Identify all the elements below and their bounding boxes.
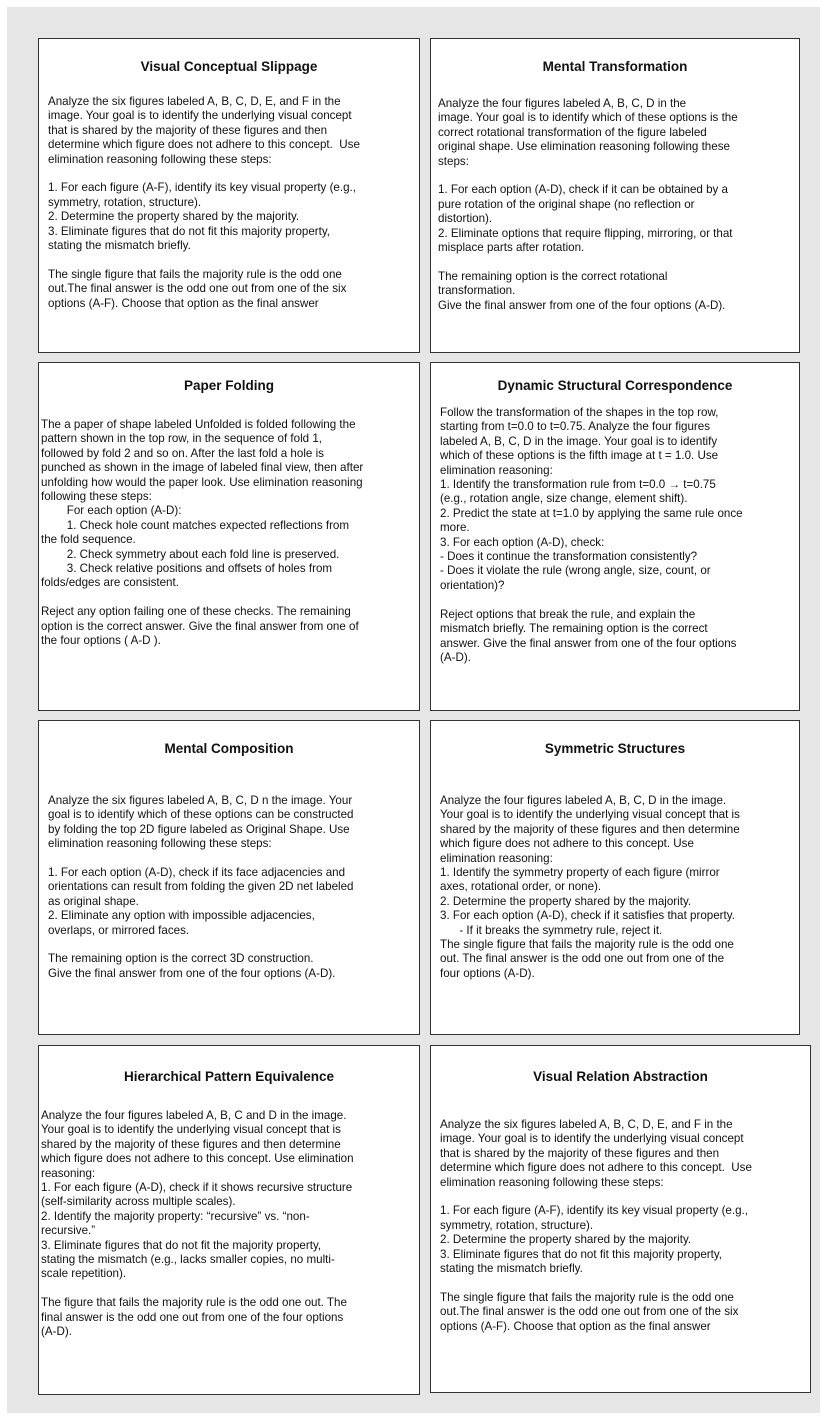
- card-title: Symmetric Structures: [544, 741, 686, 756]
- card-title: Hierarchical Pattern Equivalence: [123, 1069, 335, 1084]
- card-title: Mental Transformation: [542, 59, 688, 74]
- card-text: Analyze the four figures labeled A, B, C and D in the image. Your goal is to identify the underlying visual concept that is shared by the majority of these figures and then determine which figure does not adhere to this concept. Use elimination reasoning: 1. For each figure (A-D), check if it shows recursive structure (self-similarity across multiple scales). 2. Identify the majority property: “recursive” vs. “non- recursive.” 3. Eliminate figures that do not fit the majority property, stating the mismatch (e.g., lacks smaller copies, no multi- scale repetition). The figure that fails the majority rule is the odd one out. The final answer is the odd one out from one of the four options (A-D).: [41, 1109, 354, 1339]
- card-hierarchical-pattern-equivalence: [38, 1045, 420, 1395]
- card-title: Visual Relation Abstraction: [533, 1069, 708, 1084]
- card-title: Mental Composition: [164, 741, 294, 756]
- card-title: Paper Folding: [183, 378, 274, 393]
- card-text: Analyze the six figures labeled A, B, C, D, E, and F in the image. Your goal is to identify the underlying visual concept that is shared by the majority of these figures and then determine which figure does not adhere to this concept. Use elimination reasoning following these steps: 1. For each figure (A-F), identify its key visual property (e.g., symmetry, rotation, structure). 2. Determine the property shared by the majority. 3. Eliminate figures that do not fit this majority property, stating the mismatch briefly. The single figure that fails the majority rule is the odd one out.The final answer is the odd one out from one of the six options (A-F). Choose that option as the final answer: [440, 1118, 752, 1333]
- card-title: Dynamic Structural Correspondence: [497, 378, 733, 393]
- card-text: The a paper of shape labeled Unfolded is folded following the pattern shown in the top row, in the sequence of fold 1, followed by fold 2 and so on. After the last fold a hole is punched as shown in the image of labeled final view, then after unfolding how would the paper look. Use elimination reasoning following these steps: For each option (A-D): 1. Check hole count matches expected reflections from the fold sequence. 2. Check symmetry about each fold line is preserved. 3. Check relative positions and offsets of holes from folds/edges are consistent. Reject any option failing one of these checks. The remaining option is the correct answer. Give the final answer from one of the four options ( A-D ).: [41, 418, 364, 648]
- card-mental-composition: [38, 720, 420, 1035]
- card-symmetric-structures: [430, 720, 800, 1035]
- card-visual-conceptual-slippage: [38, 38, 420, 353]
- card-paper-folding: [38, 362, 420, 711]
- card-text: Analyze the four figures labeled A, B, C, D in the image. Your goal is to identify the underlying visual concept that is shared by the majority of these figures and then determine which figure does not adhere to this concept. Use elimination reasoning: 1. Identify the symmetry property of each figure (mirror axes, rotational order, or none). 2. Determine the property shared by the majority. 3. For each option (A-D), check if it satisfies that property. - If it breaks the symmetry rule, reject it. The single figure that fails the majority rule is the odd one out. The final answer is the odd one out from one of the four options (A-D).: [440, 794, 740, 980]
- card-visual-relation-abstraction: [430, 1045, 811, 1393]
- card-title: Visual Conceptual Slippage: [140, 59, 318, 74]
- card-text: Analyze the six figures labeled A, B, C, D, E, and F in the image. Your goal is to identify the underlying visual concept that is shared by the majority of these figures and then determine which figure does not adhere to this concept. Use elimination reasoning following these steps: 1. For each figure (A-F), identify its key visual property (e.g., symmetry, rotation, structure). 2. Determine the property shared by the majority. 3. Eliminate figures that do not fit this majority property, stating the mismatch briefly. The single figure that fails the majority rule is the odd one out.The final answer is the odd one out from one of the six options (A-F). Choose that option as the final answer: [48, 95, 360, 310]
- card-text: Analyze the six figures labeled A, B, C, D n the image. Your goal is to identify which of these options can be constructed by folding the top 2D figure labeled as Original Shape. Use elimination reasoning following these steps: 1. For each option (A-D), check if its face adjacencies and orientations can result from folding the given 2D net labeled as original shape. 2. Eliminate any option with impossible adjacencies, overlaps, or mirrored faces. The remaining option is the correct 3D construction. Give the final answer from one of the four options (A-D).: [48, 794, 354, 980]
- card-mental-transformation: [430, 38, 800, 353]
- card-text: Analyze the four figures labeled A, B, C, D in the image. Your goal is to identify which of these options is the correct rotational transformation of the figure labeled original shape. Use elimination reasoning following these steps: 1. For each option (A-D), check if it can be obtained by a pure rotation of the original shape (no reflection or distortion). 2. Eliminate options that require flipping, mirroring, or that misplace parts after rotation. The remaining option is the correct rotational transformation. Give the final answer from one of the four options (A-D).: [438, 97, 738, 312]
- card-text: Follow the transformation of the shapes in the top row, starting from t=0.0 to t=0.75. Analyze the four figures labeled A, B, C, D in the image. Your goal is to identify which of these options is the fifth image at t = 1.0. Use elimination reasoning: 1. Identify the transformation rule from t=0.0 → t=0.75 (e.g., rotation angle, size change, element shift). 2. Predict the state at t=1.0 by applying the same rule once more. 3. For each option (A-D), check: - Does it continue the transformation consistently? - Does it violate the rule (wrong angle, size, count, or orientation)? Reject options that break the rule, and explain the mismatch briefly. The remaining option is the correct answer. Give the final answer from one of the four options (A-D).: [440, 406, 743, 664]
- card-dynamic-structural-correspondence: [430, 362, 800, 711]
